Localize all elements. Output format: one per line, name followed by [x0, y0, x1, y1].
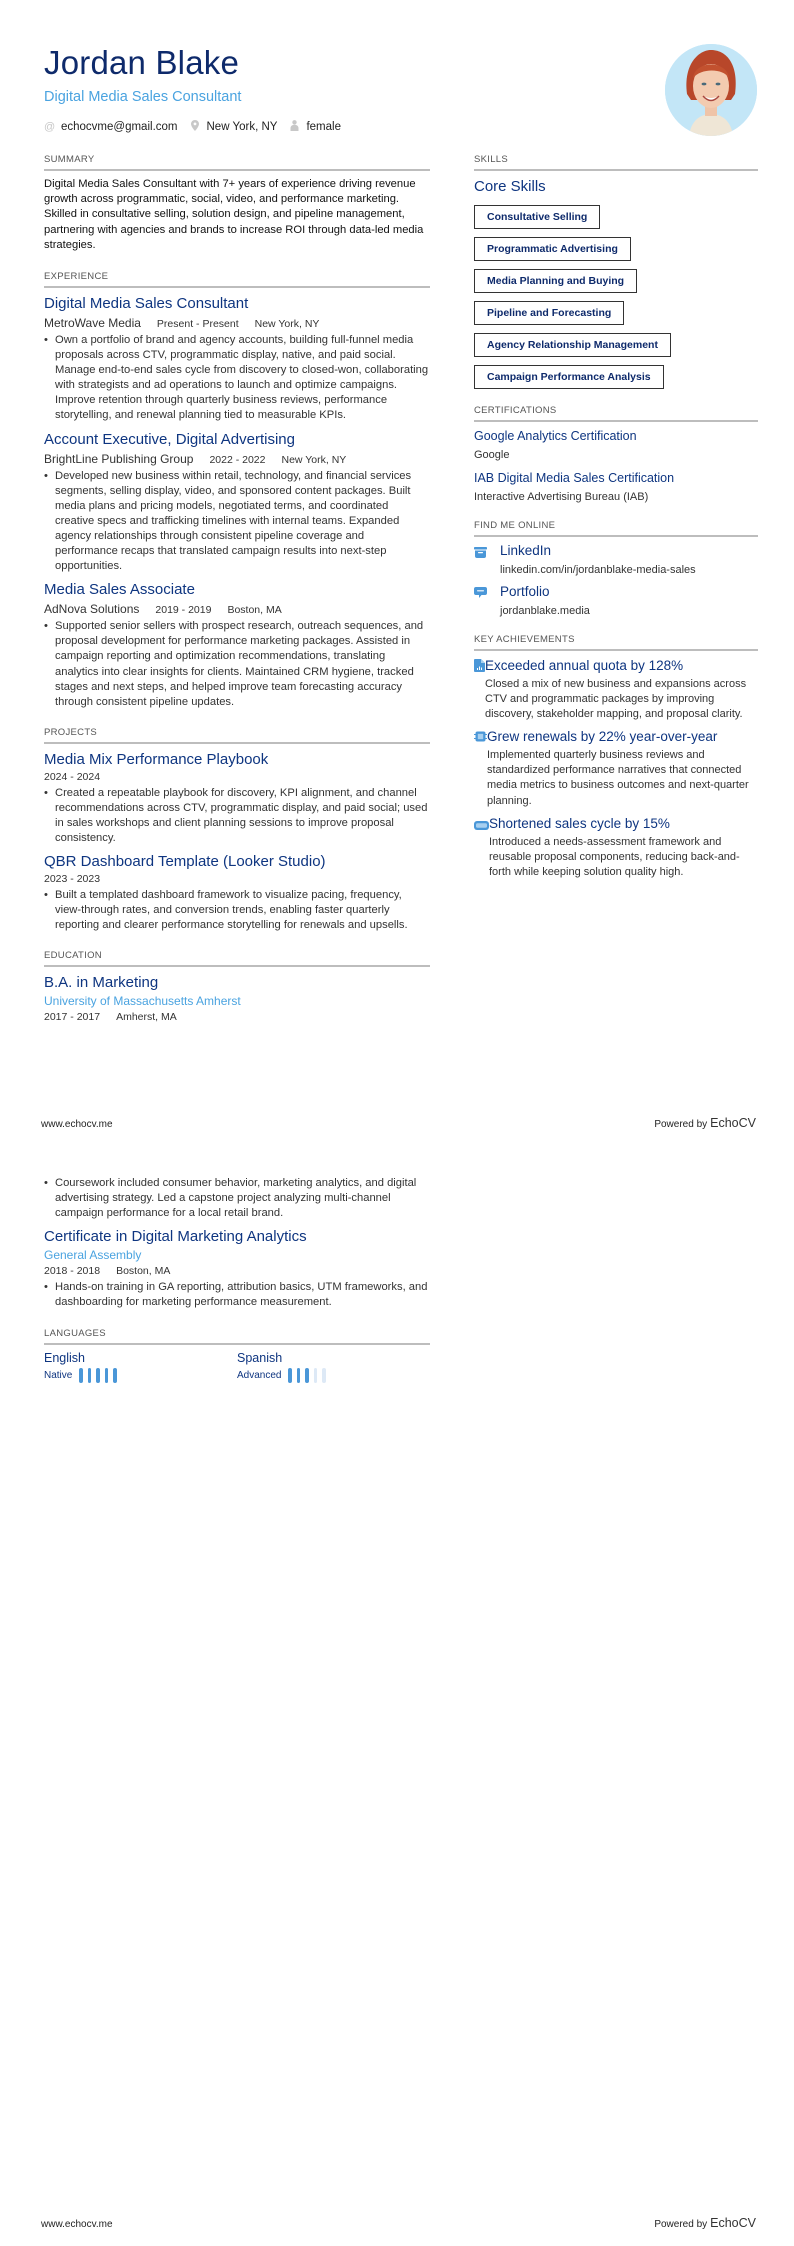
project-title: QBR Dashboard Template (Looker Studio): [44, 853, 326, 871]
right-column: [474, 154, 758, 880]
education-section: [44, 950, 430, 1023]
achievement-desc: Introduced a needs-assessment framework and reusable proposal components, reducing back-and-forth while keeping solution quality high.: [489, 835, 740, 878]
candidate-name: Jordan Blake: [44, 44, 240, 81]
project-dates: 2023 - 2023: [44, 873, 101, 886]
proficiency-bar: [113, 1368, 117, 1383]
language-name: Spanish: [237, 1351, 283, 1366]
job-dates: 2022 - 2022: [209, 453, 266, 466]
education-degree: B.A. in Marketing: [44, 974, 159, 992]
job-title: Digital Media Sales Consultant: [44, 295, 249, 313]
online-url[interactable]: jordanblake.media: [500, 605, 590, 617]
skill-list: [474, 197, 758, 389]
project-item: [44, 750, 430, 846]
proficiency-bar: [288, 1368, 292, 1383]
online-section: [474, 520, 758, 617]
proficiency-bars: [79, 1368, 122, 1383]
skill-tag: Media Planning and Buying: [474, 269, 637, 293]
resume-header: [44, 44, 604, 134]
experience-item: [44, 580, 430, 710]
proficiency-bar: [88, 1368, 92, 1383]
education-section-continued: [44, 1176, 430, 1310]
online-item-linkedin[interactable]: [474, 543, 758, 576]
education-dates: 2017 - 2017: [44, 1011, 101, 1024]
at-icon: @: [44, 121, 56, 133]
section-title: PROJECTS: [44, 727, 430, 744]
language-level: [237, 1368, 430, 1383]
brand-logo: EchoCV: [710, 2216, 756, 2230]
proficiency-bar: [297, 1368, 301, 1383]
achievement-desc: Implemented quarterly business reviews and standardized performance narratives that connected media metrics to business outcomes and next-quarter planning.: [487, 749, 749, 807]
contact-location-value: New York, NY: [206, 121, 278, 133]
job-company: BrightLine Publishing Group: [44, 451, 194, 466]
page-footer: [41, 2216, 756, 2230]
certification-item: [474, 470, 758, 503]
job-location: New York, NY: [254, 318, 320, 331]
certification-name: Google Analytics Certification: [474, 429, 637, 443]
job-meta: [44, 316, 430, 330]
achievements-section: [474, 634, 758, 880]
education-bullet: • Coursework included consumer behavior, marketing analytics, and digital advertising strategy. Led a capstone project analyzing multi-channel campaign performance for a local retail brand.: [44, 1176, 430, 1221]
achievement-desc: Closed a mix of new business and expansions across CTV and programmatic packages by improving discovery, stakeholder mapping, and proposal clarity.: [485, 678, 747, 721]
education-item: [44, 1227, 430, 1310]
certification-item: [474, 428, 758, 461]
proficiency-bar: [105, 1368, 109, 1383]
job-title: Media Sales Associate: [44, 581, 195, 599]
skill-tag: Programmatic Advertising: [474, 237, 631, 261]
language-name: English: [44, 1351, 85, 1366]
section-title: KEY ACHIEVEMENTS: [474, 634, 758, 651]
location-pin-icon: [190, 120, 200, 134]
job-bullet: • Developed new business within retail, technology, and financial services segments, selling display, video, and sponsored content packages. Built media plans and pricing models, negotiated terms, and coordinated creative specs and trafficking timelines with internal teams. Expanded agency relationships through consistent pipeline coverage and performance recaps that translated campaign results into next-step opportunities.: [44, 469, 430, 575]
section-title: LANGUAGES: [44, 1328, 430, 1345]
brand-logo: EchoCV: [710, 1116, 756, 1130]
skill-tag: Consultative Selling: [474, 205, 600, 229]
contact-list: [44, 120, 604, 134]
contact-location: [190, 120, 278, 134]
job-location: New York, NY: [281, 453, 347, 466]
certifications-section: [474, 405, 758, 503]
experience-item: [44, 294, 430, 424]
job-bullet: • Supported senior sellers with prospect research, outreach sequences, and proposal development for performance marketing packages. Assisted in campaign reporting and optimization recommendations, translating analytics into clear insights for clients. Maintained CRM hygiene, tracked stages and next steps, and helped improve team forecasting accuracy through consistent pipeline updates.: [44, 619, 430, 710]
proficiency-bar-empty: [322, 1368, 326, 1383]
summary-section: [44, 154, 430, 253]
achievement-title: Exceeded annual quota by 128%: [485, 658, 684, 673]
language-level: [44, 1368, 237, 1383]
certification-issuer: Interactive Advertising Bureau (IAB): [474, 491, 649, 503]
project-bullet: • Built a templated dashboard framework to visualize pacing, frequency, view-through rates, and conversion trends, enabling faster quarterly reporting and clearer performance storytelling for renewals and upsells.: [44, 888, 430, 933]
language-item: [44, 1351, 237, 1383]
education-school: General Assembly: [44, 1248, 142, 1263]
proficiency-bar: [79, 1368, 83, 1383]
section-title: SUMMARY: [44, 154, 430, 171]
project-dates: 2024 - 2024: [44, 770, 101, 783]
section-title: EDUCATION: [44, 950, 430, 967]
education-location: Boston, MA: [116, 1265, 171, 1278]
education-degree: Certificate in Digital Marketing Analytics: [44, 1228, 307, 1246]
education-location: Amherst, MA: [116, 1011, 177, 1024]
project-title: Media Mix Performance Playbook: [44, 750, 269, 768]
skill-tag: Campaign Performance Analysis: [474, 365, 664, 389]
resume-page-2: [0, 1123, 794, 2246]
education-dates: 2018 - 2018: [44, 1265, 101, 1278]
candidate-role: Digital Media Sales Consultant: [44, 89, 242, 105]
certification-issuer: Google: [474, 449, 510, 461]
left-column-continued: [44, 1173, 430, 1383]
achievement-item: [474, 815, 758, 880]
document-chart-icon: [474, 657, 485, 677]
section-title: SKILLS: [474, 154, 758, 171]
footer-site-link[interactable]: www.echocv.me: [41, 1119, 113, 1130]
summary-text: Digital Media Sales Consultant with 7+ years of experience driving revenue growth across programmatic, social, video, and performance marketing. Skilled in consultative selling, solution design, and pipeline management, partnering with agencies and brands to increase ROI through data-led media strategies.: [44, 178, 424, 251]
language-level-label: Advanced: [237, 1370, 282, 1382]
contact-gender-value: female: [306, 121, 341, 133]
skills-section: [474, 154, 758, 389]
skills-group-title: Core Skills: [474, 178, 546, 195]
section-title: FIND ME ONLINE: [474, 520, 758, 537]
skill-tag: Pipeline and Forecasting: [474, 301, 624, 325]
education-meta: [44, 1265, 430, 1277]
job-dates: Present - Present: [156, 318, 239, 331]
language-item: [237, 1351, 430, 1383]
online-name: Portfolio: [500, 584, 550, 599]
certification-name: IAB Digital Media Sales Certification: [474, 471, 675, 485]
education-school: University of Massachusetts Amherst: [44, 994, 241, 1009]
job-title: Account Executive, Digital Advertising: [44, 430, 295, 448]
experience-item: [44, 430, 430, 575]
proficiency-bar-empty: [314, 1368, 318, 1383]
contact-email-value: echocvme@gmail.com: [61, 121, 178, 133]
skill-tag: Agency Relationship Management: [474, 333, 671, 357]
job-company: MetroWave Media: [44, 316, 141, 331]
section-title: EXPERIENCE: [44, 271, 430, 288]
achievement-item: [474, 728, 758, 808]
proficiency-bar: [305, 1368, 309, 1383]
languages-section: [44, 1328, 430, 1383]
contact-email[interactable]: [44, 121, 178, 133]
projects-section: [44, 727, 430, 934]
achievement-item: [474, 657, 758, 722]
education-meta: [44, 1011, 430, 1023]
online-item-portfolio[interactable]: [474, 584, 758, 617]
achievement-title: Shortened sales cycle by 15%: [489, 815, 670, 831]
online-name: LinkedIn: [500, 543, 552, 558]
linkedin-icon: [474, 543, 500, 563]
proficiency-bars: [288, 1368, 331, 1383]
job-meta: [44, 602, 430, 616]
language-level-label: Native: [44, 1370, 73, 1382]
portfolio-icon: [474, 584, 500, 604]
language-list: [44, 1351, 430, 1383]
avatar: [665, 44, 757, 136]
project-item: [44, 852, 430, 933]
footer-site-link[interactable]: www.echocv.me: [41, 2219, 113, 2230]
person-icon: [289, 120, 299, 134]
powered-by-label: Powered by: [654, 2219, 708, 2230]
experience-section: [44, 271, 430, 710]
section-title: CERTIFICATIONS: [474, 405, 758, 422]
chip-icon: [474, 728, 487, 748]
job-dates: 2019 - 2019: [155, 604, 212, 617]
project-bullet: • Created a repeatable playbook for discovery, KPI alignment, and channel recommendations across CTV, programmatic display, and paid social; used in sales workshops and client planning sessions to improve proposal consistency.: [44, 786, 430, 846]
contact-gender: [289, 120, 341, 134]
online-url[interactable]: linkedin.com/in/jordanblake-media-sales: [500, 564, 696, 576]
footer-powered: [654, 2216, 756, 2230]
job-meta: [44, 452, 430, 466]
education-bullet: • Hands-on training in GA reporting, attribution basics, UTM frameworks, and dashboarding for marketing performance measurement.: [44, 1280, 430, 1310]
job-bullet: • Own a portfolio of brand and agency accounts, building full-funnel media proposals across CTV, programmatic display, native, and paid social. Manage end-to-end sales cycle from discovery to closed-won, collaborating with strategists and ad operations to launch and optimize campaigns. Improve retention through quarterly business reviews, performance storytelling, and renewal planning tied to measurable KPIs.: [44, 333, 430, 424]
battery-icon: [474, 815, 489, 835]
job-location: Boston, MA: [227, 604, 282, 617]
education-item: [44, 973, 430, 1023]
achievement-title: Grew renewals by 22% year-over-year: [487, 729, 718, 745]
powered-by-label: Powered by: [654, 1119, 708, 1130]
job-company: AdNova Solutions: [44, 602, 140, 617]
proficiency-bar: [96, 1368, 100, 1383]
left-column: [44, 154, 430, 1023]
